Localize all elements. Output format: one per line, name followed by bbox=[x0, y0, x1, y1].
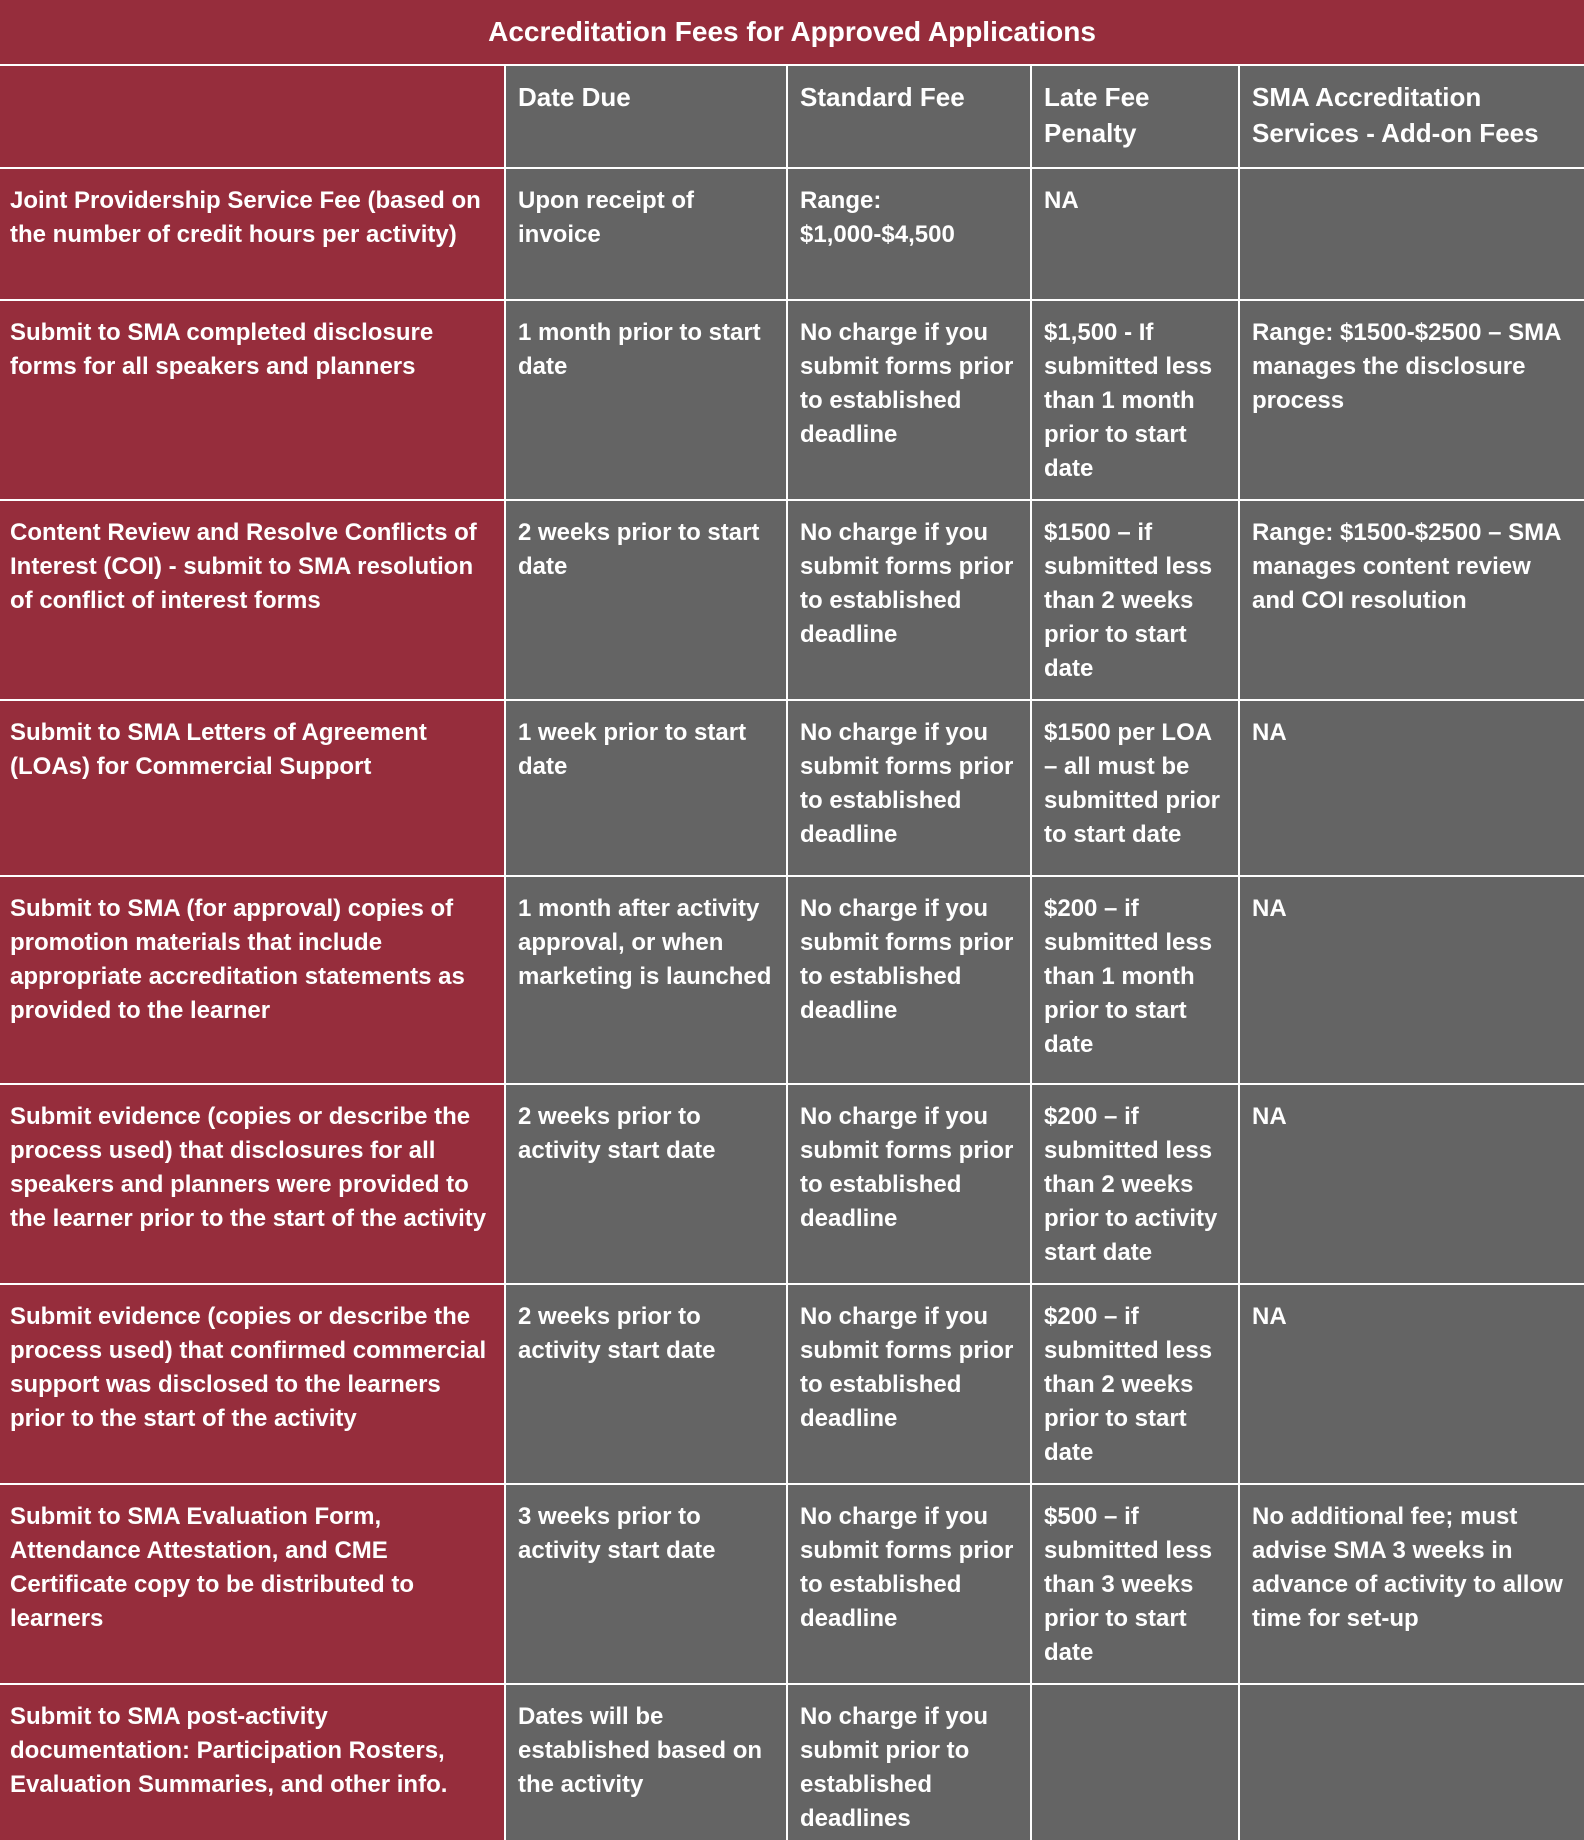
header-cell-date-due: Date Due bbox=[505, 66, 787, 168]
table-row bbox=[0, 876, 1584, 1084]
page-title: Accreditation Fees for Approved Applications bbox=[0, 0, 1584, 66]
row-item-cell: Submit to SMA completed disclosure forms for all speakers and planners bbox=[0, 300, 505, 500]
standard-fee-cell: No charge if you submit prior to established deadlines bbox=[787, 1684, 1031, 1840]
date-due-cell: 1 month after activity approval, or when marketing is launched bbox=[505, 876, 787, 1084]
table-row bbox=[0, 500, 1584, 700]
date-due-cell: Upon receipt of invoice bbox=[505, 168, 787, 300]
date-due-cell: 3 weeks prior to activity start date bbox=[505, 1484, 787, 1684]
standard-fee-cell: No charge if you submit forms prior to established deadline bbox=[787, 300, 1031, 500]
addon-fee-cell: NA bbox=[1239, 1084, 1584, 1284]
standard-fee-cell: No charge if you submit forms prior to established deadline bbox=[787, 1084, 1031, 1284]
date-due-cell: 2 weeks prior to activity start date bbox=[505, 1084, 787, 1284]
date-due-cell: 2 weeks prior to activity start date bbox=[505, 1284, 787, 1484]
addon-fee-cell: NA bbox=[1239, 1284, 1584, 1484]
late-fee-cell: $200 – if submitted less than 1 month prior to start date bbox=[1031, 876, 1239, 1084]
late-fee-cell: $200 – if submitted less than 2 weeks prior to activity start date bbox=[1031, 1084, 1239, 1284]
late-fee-cell: $1500 – if submitted less than 2 weeks prior to start date bbox=[1031, 500, 1239, 700]
standard-fee-cell: Range: $1,000-$4,500 bbox=[787, 168, 1031, 300]
header-cell-late-fee: Late Fee Penalty bbox=[1031, 66, 1239, 168]
addon-fee-cell bbox=[1239, 168, 1584, 300]
addon-fee-cell: NA bbox=[1239, 700, 1584, 876]
standard-fee-cell: No charge if you submit forms prior to established deadline bbox=[787, 1284, 1031, 1484]
table-row bbox=[0, 1684, 1584, 1840]
row-item-cell: Submit evidence (copies or describe the process used) that confirmed commercial support was disclosed to the learners prior to the start of the activity bbox=[0, 1284, 505, 1484]
late-fee-cell bbox=[1031, 1684, 1239, 1840]
table-row bbox=[0, 1484, 1584, 1684]
row-item-cell: Submit to SMA post-activity documentation: Participation Rosters, Evaluation Summaries, and other info. bbox=[0, 1684, 505, 1840]
row-item-cell: Joint Providership Service Fee (based on the number of credit hours per activity) bbox=[0, 168, 505, 300]
header-cell-standard-fee: Standard Fee bbox=[787, 66, 1031, 168]
row-item-cell: Submit evidence (copies or describe the process used) that disclosures for all speakers and planners were provided to the learner prior to the start of the activity bbox=[0, 1084, 505, 1284]
standard-fee-cell: No charge if you submit forms prior to established deadline bbox=[787, 500, 1031, 700]
addon-fee-cell bbox=[1239, 1684, 1584, 1840]
standard-fee-cell: No charge if you submit forms prior to established deadline bbox=[787, 1484, 1031, 1684]
row-item-cell: Submit to SMA Letters of Agreement (LOAs) for Commercial Support bbox=[0, 700, 505, 876]
late-fee-cell: $1500 per LOA – all must be submitted prior to start date bbox=[1031, 700, 1239, 876]
addon-fee-cell: NA bbox=[1239, 876, 1584, 1084]
header-cell-addon-fees: SMA Accreditation Services - Add-on Fees bbox=[1239, 66, 1584, 168]
header-cell-item bbox=[0, 66, 505, 168]
row-item-cell: Content Review and Resolve Conflicts of Interest (COI) - submit to SMA resolution of conflict of interest forms bbox=[0, 500, 505, 700]
late-fee-cell: $1,500 - If submitted less than 1 month prior to start date bbox=[1031, 300, 1239, 500]
addon-fee-cell: No additional fee; must advise SMA 3 weeks in advance of activity to allow time for set-up bbox=[1239, 1484, 1584, 1684]
table-row bbox=[0, 700, 1584, 876]
table-row bbox=[0, 168, 1584, 300]
late-fee-cell: $200 – if submitted less than 2 weeks prior to start date bbox=[1031, 1284, 1239, 1484]
standard-fee-cell: No charge if you submit forms prior to established deadline bbox=[787, 876, 1031, 1084]
table-row bbox=[0, 1084, 1584, 1284]
date-due-cell: 1 month prior to start date bbox=[505, 300, 787, 500]
date-due-cell: 1 week prior to start date bbox=[505, 700, 787, 876]
date-due-cell: Dates will be established based on the activity bbox=[505, 1684, 787, 1840]
table-header-row bbox=[0, 66, 1584, 168]
standard-fee-cell: No charge if you submit forms prior to established deadline bbox=[787, 700, 1031, 876]
row-item-cell: Submit to SMA (for approval) copies of promotion materials that include appropriate accreditation statements as provided to the learner bbox=[0, 876, 505, 1084]
date-due-cell: 2 weeks prior to start date bbox=[505, 500, 787, 700]
fees-table bbox=[0, 66, 1584, 1840]
row-item-cell: Submit to SMA Evaluation Form, Attendance Attestation, and CME Certificate copy to be distributed to learners bbox=[0, 1484, 505, 1684]
addon-fee-cell: Range: $1500-$2500 – SMA manages the disclosure process bbox=[1239, 300, 1584, 500]
addon-fee-cell: Range: $1500-$2500 – SMA manages content review and COI resolution bbox=[1239, 500, 1584, 700]
table-row bbox=[0, 1284, 1584, 1484]
table-row bbox=[0, 300, 1584, 500]
late-fee-cell: NA bbox=[1031, 168, 1239, 300]
late-fee-cell: $500 – if submitted less than 3 weeks prior to start date bbox=[1031, 1484, 1239, 1684]
